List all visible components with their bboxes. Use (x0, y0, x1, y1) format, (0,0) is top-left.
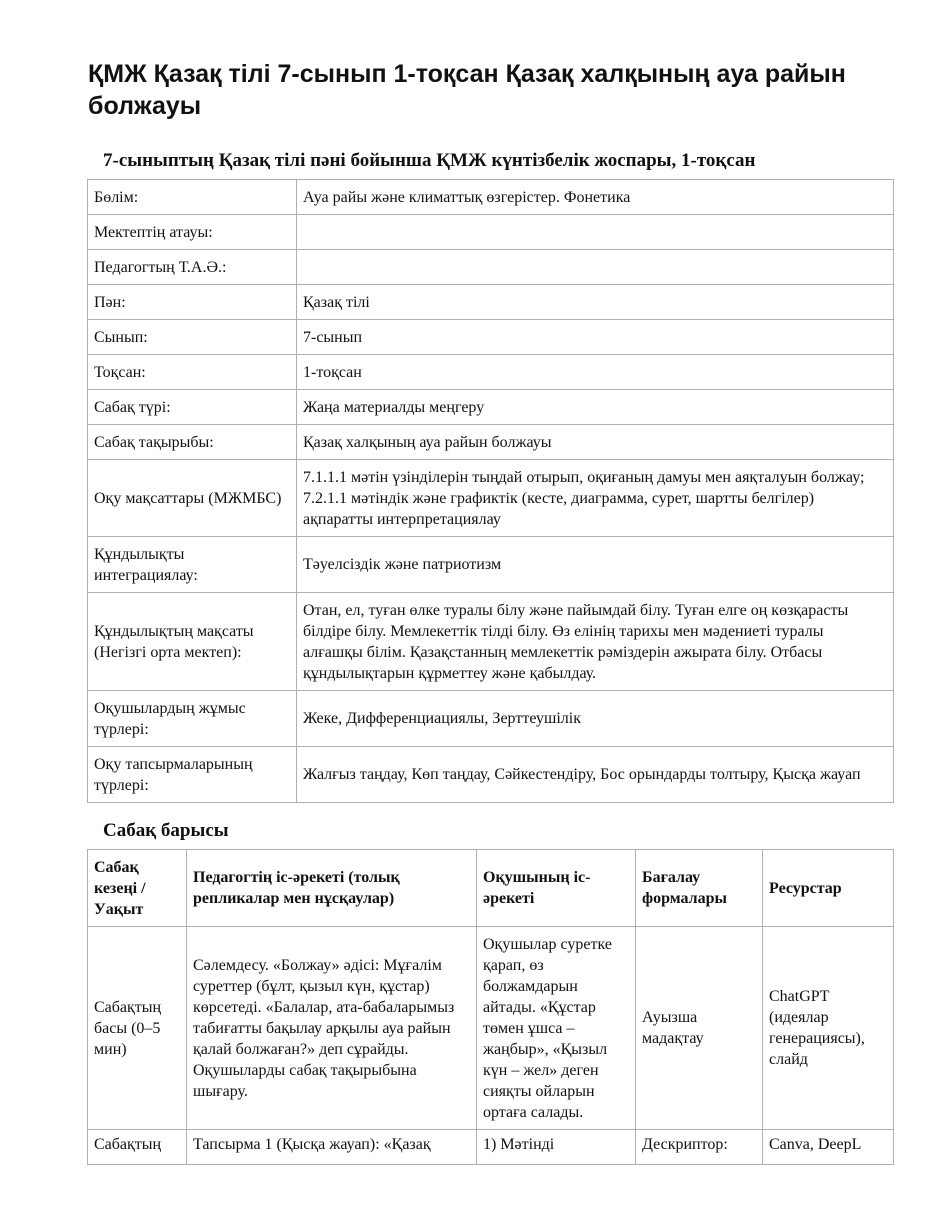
info-value: Қазақ тілі (297, 285, 894, 320)
info-value: Ауа райы және климаттық өзгерістер. Фонетика (297, 180, 894, 215)
plan-subtitle: 7-сыныптың Қазақ тілі пәні бойынша ҚМЖ күнтізбелік жоспары, 1-тоқсан (103, 150, 756, 171)
info-label: Оқушылардың жұмыс түрлері: (88, 691, 297, 747)
info-label: Сабақ тақырыбы: (88, 425, 297, 460)
assessment-form: Ауызша мадақтау (636, 927, 763, 1130)
resources: ChatGPT (идеялар генерациясы), слайд (763, 927, 894, 1130)
page-title: ҚМЖ Қазақ тілі 7-сынып 1-тоқсан Қазақ халқының ауа райын болжауы (88, 60, 846, 120)
info-row-teacher (88, 250, 894, 285)
lesson-flow-table (87, 849, 894, 1165)
teacher-activity: Тапсырма 1 (Қысқа жауап): «Қазақ (187, 1130, 477, 1165)
info-label: Құндылықты интеграциялау: (88, 537, 297, 593)
info-label: Сабақ түрі: (88, 390, 297, 425)
lesson-row (88, 927, 894, 1130)
info-row-quarter (88, 355, 894, 390)
info-row-task-types (88, 747, 894, 803)
header-teacher-activity: Педагогтің іс-әрекеті (толық репликалар мен нұсқаулар) (187, 850, 477, 927)
info-value (297, 250, 894, 285)
info-row-objectives (88, 460, 894, 537)
info-row-lesson-topic (88, 425, 894, 460)
header-stage-time: Сабақ кезеңі / Уақыт (88, 850, 187, 927)
info-value: Жаңа материалды меңгеру (297, 390, 894, 425)
info-value: Тәуелсіздік және патриотизм (297, 537, 894, 593)
info-row-section (88, 180, 894, 215)
lesson-info-table (87, 179, 894, 803)
lesson-header-row (88, 850, 894, 927)
info-label: Құндылықтың мақсаты (Негізгі орта мектеп): (88, 593, 297, 691)
info-value: 7-сынып (297, 320, 894, 355)
info-label: Бөлім: (88, 180, 297, 215)
header-assessment: Бағалау формалары (636, 850, 763, 927)
header-student-activity: Оқушының іс-әрекеті (477, 850, 636, 927)
teacher-activity: Сәлемдесу. «Болжау» әдісі: Мұғалім суреттер (бұлт, қызыл күн, құстар) көрсетеді. «Балалар, ата-бабаларымыз табиғатты бақылау арқылы ауа райын қалай болжаған?» деп сұрайды. Оқушыларды сабақ тақырыбына шығару. (187, 927, 477, 1130)
header-resources: Ресурстар (763, 850, 894, 927)
info-label: Оқу мақсаттары (МЖМБС) (88, 460, 297, 537)
info-row-lesson-type (88, 390, 894, 425)
info-row-school (88, 215, 894, 250)
info-value: Отан, ел, туған өлке туралы білу және пайымдай білу. Туған елге оң көзқарасты білдіре білу. Мемлекеттік тілді білу. Өз елінің тарихы мен мәдениеті туралы алғашқы білім. Қазақстанның мемлекеттік рәміздерін ажырата білу. Отбасы құндылықтарын құрметтеу және қабылдау. (297, 593, 894, 691)
info-row-value-goal (88, 593, 894, 691)
lesson-stage: Сабақтың басы (0–5 мин) (88, 927, 187, 1130)
info-row-grade (88, 320, 894, 355)
assessment-form: Дескриптор: (636, 1130, 763, 1165)
info-label: Пән: (88, 285, 297, 320)
student-activity: 1) Мәтінді (477, 1130, 636, 1165)
info-value: Қазақ халқының ауа райын болжауы (297, 425, 894, 460)
info-value: Жалғыз таңдау, Көп таңдау, Сәйкестендіру, Бос орындарды толтыру, Қысқа жауап (297, 747, 894, 803)
lesson-section-title: Сабақ барысы (103, 820, 229, 841)
info-value (297, 215, 894, 250)
info-value: 1-тоқсан (297, 355, 894, 390)
info-value: Жеке, Дифференциациялы, Зерттеушілік (297, 691, 894, 747)
info-value: 7.1.1.1 мәтін үзінділерін тыңдай отырып, оқиғаның дамуы мен аяқталуын болжау; 7.2.1.1 мәтіндік және графиктік (кесте, диаграмма, сурет, шартты белгілер) ақпаратты интерпретациялау (297, 460, 894, 537)
info-row-subject (88, 285, 894, 320)
info-row-work-types (88, 691, 894, 747)
info-label: Тоқсан: (88, 355, 297, 390)
info-label: Мектептің атауы: (88, 215, 297, 250)
info-row-value-integration (88, 537, 894, 593)
info-label: Оқу тапсырмаларының түрлері: (88, 747, 297, 803)
lesson-stage: Сабақтың (88, 1130, 187, 1165)
student-activity: Оқушылар суретке қарап, өз болжамдарын айтады. «Құстар төмен ұшса – жаңбыр», «Қызыл күн – жел» деген сияқты ойларын ортаға салады. (477, 927, 636, 1130)
resources: Canva, DeepL (763, 1130, 894, 1165)
info-label: Педагогтың Т.А.Ә.: (88, 250, 297, 285)
info-label: Сынып: (88, 320, 297, 355)
lesson-row (88, 1130, 894, 1165)
